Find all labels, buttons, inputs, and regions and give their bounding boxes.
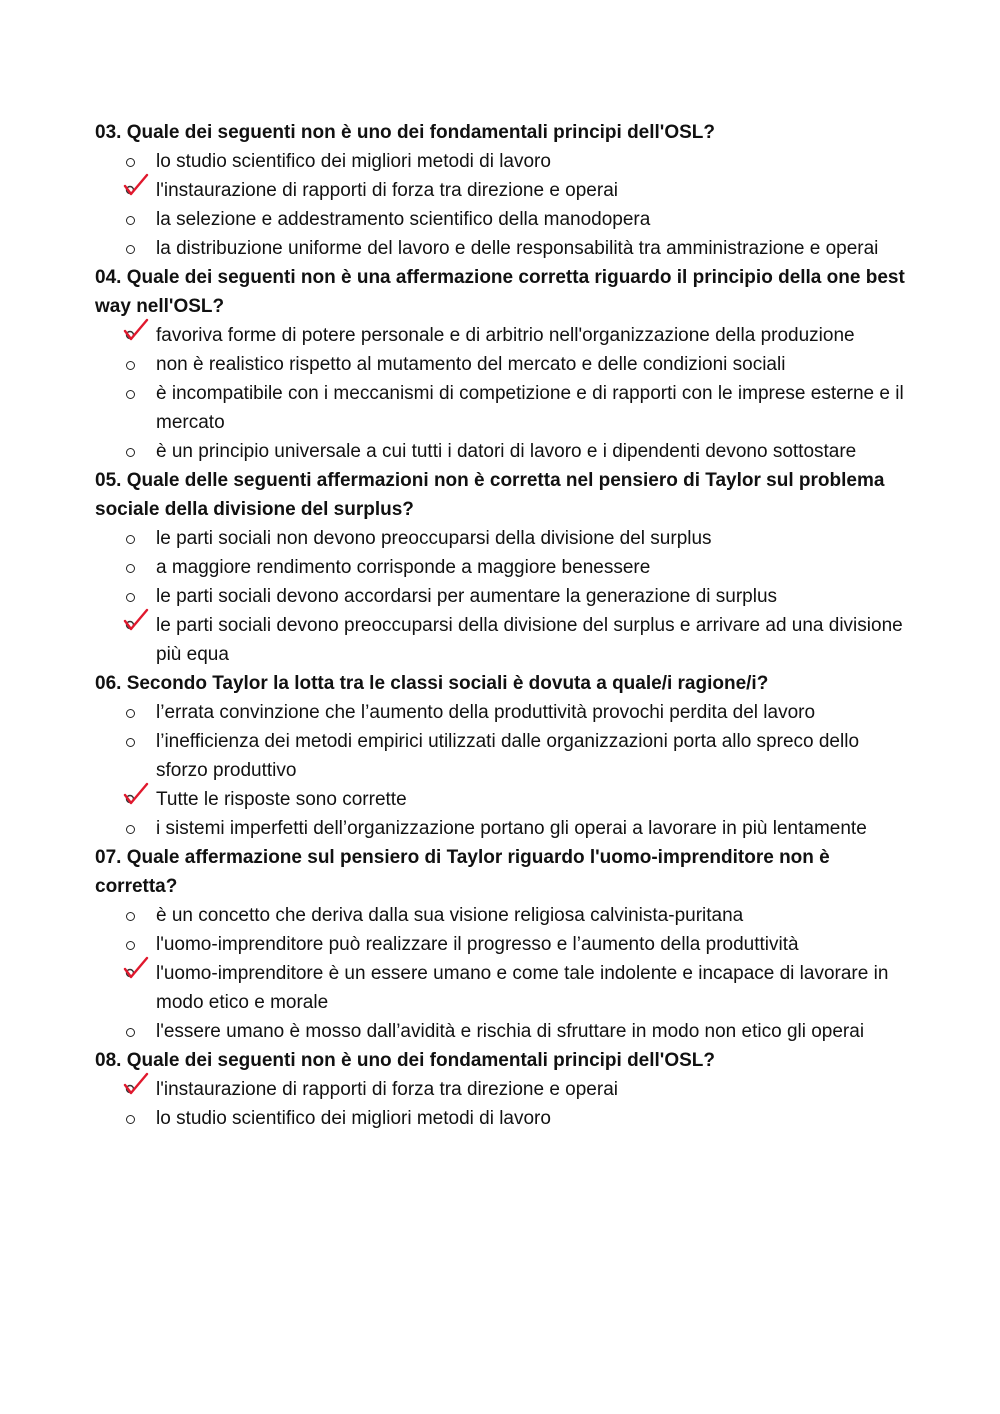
answer-text: lo studio scientifico dei migliori metodi di lavoro bbox=[156, 151, 551, 172]
answer-list bbox=[95, 321, 910, 466]
answer-text: le parti sociali devono preoccuparsi della divisione del surplus e arrivare ad una divisione più equa bbox=[156, 615, 903, 665]
checkmark-icon bbox=[123, 781, 149, 807]
question-title: 03. Quale dei seguenti non è uno dei fondamentali principi dell'OSL? bbox=[95, 122, 715, 143]
bullet-icon bbox=[126, 709, 135, 718]
answer-text: lo studio scientifico dei migliori metodi di lavoro bbox=[156, 1108, 551, 1129]
bullet-icon bbox=[126, 912, 135, 921]
bullet-icon bbox=[126, 1115, 135, 1124]
answer-text: i sistemi imperfetti dell’organizzazione portano gli operai a lavorare in più lentamente bbox=[156, 818, 867, 839]
question-title: 05. Quale delle seguenti affermazioni non è corretta nel pensiero di Taylor sul problema sociale della divisione del surplus? bbox=[95, 470, 885, 520]
answer-option bbox=[95, 930, 910, 959]
answer-list bbox=[95, 1075, 910, 1133]
answer-text: Tutte le risposte sono corrette bbox=[156, 789, 407, 810]
checkmark-icon bbox=[123, 607, 149, 633]
bullet-icon bbox=[126, 825, 135, 834]
answer-text: l’inefficienza dei metodi empirici utilizzati dalle organizzazioni porta allo spreco dello sforzo produttivo bbox=[156, 731, 860, 781]
answer-text: l’errata convinzione che l’aumento della produttività provochi perdita del lavoro bbox=[156, 702, 816, 723]
answer-list bbox=[95, 698, 910, 843]
checkmark-icon bbox=[123, 317, 149, 343]
bullet-icon bbox=[126, 245, 135, 254]
answer-text: è un concetto che deriva dalla sua visione religiosa calvinista-puritana bbox=[156, 905, 744, 926]
bullet-icon bbox=[126, 593, 135, 602]
answer-text: favoriva forme di potere personale e di arbitrio nell'organizzazione della produzione bbox=[156, 325, 855, 346]
answer-option bbox=[95, 727, 910, 785]
answer-option bbox=[95, 553, 910, 582]
answer-list bbox=[95, 524, 910, 669]
question-title: 08. Quale dei seguenti non è uno dei fondamentali principi dell'OSL? bbox=[95, 1050, 715, 1071]
checkmark-icon bbox=[123, 955, 149, 981]
answer-option-correct bbox=[95, 959, 910, 1017]
bullet-icon bbox=[126, 361, 135, 370]
answer-option-correct bbox=[95, 611, 910, 669]
answer-text: a maggiore rendimento corrisponde a maggiore benessere bbox=[156, 557, 651, 578]
answer-option-correct bbox=[95, 785, 910, 814]
question-block bbox=[95, 263, 910, 466]
answer-text: le parti sociali devono accordarsi per aumentare la generazione di surplus bbox=[156, 586, 778, 607]
bullet-icon bbox=[126, 535, 135, 544]
answer-option bbox=[95, 147, 910, 176]
question-title: 07. Quale affermazione sul pensiero di Taylor riguardo l'uomo-imprenditore non è corretta? bbox=[95, 847, 830, 897]
answer-option bbox=[95, 901, 910, 930]
question-title: 04. Quale dei seguenti non è una affermazione corretta riguardo il principio della one best way nell'OSL? bbox=[95, 267, 905, 317]
answer-option bbox=[95, 379, 910, 437]
answer-text: l'uomo-imprenditore può realizzare il progresso e l’aumento della produttività bbox=[156, 934, 799, 955]
question-block bbox=[95, 118, 910, 263]
answer-text: l'uomo-imprenditore è un essere umano e come tale indolente e incapace di lavorare in modo etico e morale bbox=[156, 963, 889, 1013]
bullet-icon bbox=[126, 390, 135, 399]
checkmark-icon bbox=[123, 1071, 149, 1097]
bullet-icon bbox=[126, 564, 135, 573]
answer-option bbox=[95, 524, 910, 553]
answer-text: è incompatibile con i meccanismi di competizione e di rapporti con le imprese esterne e il mercato bbox=[156, 383, 904, 433]
checkmark-icon bbox=[123, 172, 149, 198]
answer-text: l'essere umano è mosso dall’avidità e rischia di sfruttare in modo non etico gli operai bbox=[156, 1021, 865, 1042]
answer-option bbox=[95, 582, 910, 611]
answer-text: non è realistico rispetto al mutamento del mercato e delle condizioni sociali bbox=[156, 354, 786, 375]
answer-text: la selezione e addestramento scientifico della manodopera bbox=[156, 209, 651, 230]
answer-option bbox=[95, 350, 910, 379]
answer-option-correct bbox=[95, 321, 910, 350]
question-title: 06. Secondo Taylor la lotta tra le classi sociali è dovuta a quale/i ragione/i? bbox=[95, 673, 769, 694]
quiz-page bbox=[95, 118, 910, 1133]
answer-text: l'instaurazione di rapporti di forza tra direzione e operai bbox=[156, 1079, 618, 1100]
answer-option bbox=[95, 437, 910, 466]
answer-option bbox=[95, 1104, 910, 1133]
answer-list bbox=[95, 901, 910, 1046]
question-block bbox=[95, 843, 910, 1046]
answer-option-correct bbox=[95, 1075, 910, 1104]
question-block bbox=[95, 669, 910, 843]
bullet-icon bbox=[126, 158, 135, 167]
answer-list bbox=[95, 147, 910, 263]
answer-text: la distribuzione uniforme del lavoro e delle responsabilità tra amministrazione e operai bbox=[156, 238, 879, 259]
question-block bbox=[95, 466, 910, 669]
answer-option bbox=[95, 1017, 910, 1046]
answer-text: è un principio universale a cui tutti i datori di lavoro e i dipendenti devono sottostare bbox=[156, 441, 857, 462]
bullet-icon bbox=[126, 1028, 135, 1037]
bullet-icon bbox=[126, 941, 135, 950]
answer-option bbox=[95, 234, 910, 263]
answer-option-correct bbox=[95, 176, 910, 205]
answer-text: l'instaurazione di rapporti di forza tra direzione e operai bbox=[156, 180, 618, 201]
bullet-icon bbox=[126, 448, 135, 457]
answer-option bbox=[95, 205, 910, 234]
bullet-icon bbox=[126, 738, 135, 747]
answer-option bbox=[95, 814, 910, 843]
bullet-icon bbox=[126, 216, 135, 225]
answer-option bbox=[95, 698, 910, 727]
question-block bbox=[95, 1046, 910, 1133]
answer-text: le parti sociali non devono preoccuparsi della divisione del surplus bbox=[156, 528, 712, 549]
